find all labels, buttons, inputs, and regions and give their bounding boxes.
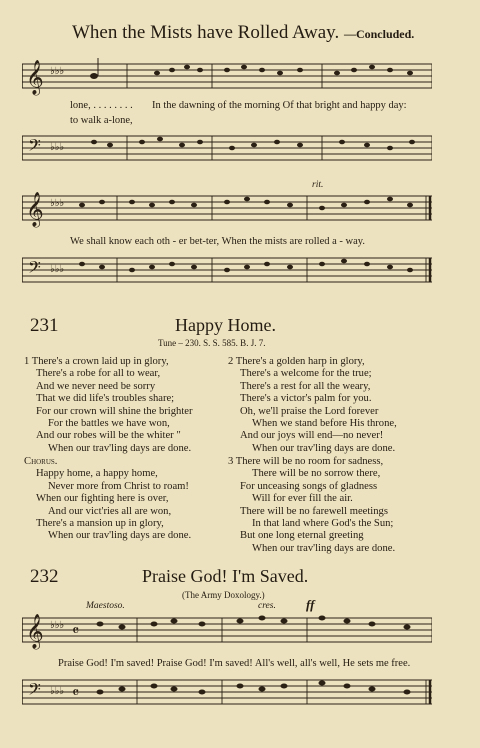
tune-reference: Tune – 230. S. S. 585. B. J. 7. xyxy=(158,338,266,348)
staff-svg xyxy=(22,252,432,292)
verse-line: In that land where God's the Sun; xyxy=(252,518,394,530)
hymn-title: Praise God! I'm Saved. xyxy=(142,566,309,586)
verse-line: When our trav'ling days are done. xyxy=(48,442,192,454)
verse-3 xyxy=(228,456,395,555)
verse-line: For our crown will shine the brighter xyxy=(36,405,193,417)
verse-line: There's a welcome for the true; xyxy=(240,368,372,380)
verse-line: And our vict'ries all are won, xyxy=(48,505,172,517)
song-title xyxy=(72,22,414,44)
chorus xyxy=(24,456,191,543)
lyric-line: In the dawning of the morning Of that bright and happy day: xyxy=(152,100,407,111)
music-staff-treble-1 xyxy=(22,58,432,98)
verse-line: There will be no sorrow there, xyxy=(252,468,381,480)
lyric-line xyxy=(70,100,133,111)
verse-line: 3 There will be no room for sadness, xyxy=(228,456,384,467)
verse-line: And we never need be sorry xyxy=(36,380,156,392)
verse-line: When our trav'ling days are done. xyxy=(252,442,396,454)
verse-line: When our fighting here is over, xyxy=(36,493,169,505)
svg-text:𝄞: 𝄞 xyxy=(26,192,44,227)
verse-line: When our trav'ling days are done. xyxy=(48,530,192,542)
verse-1 xyxy=(24,356,193,455)
lyric-line: Praise God! I'm saved! Praise God! I'm saved! All's well, all's well, He sets me free. xyxy=(58,658,411,669)
verse-line: But one long eternal greeting xyxy=(240,530,364,542)
verse-line: Oh, we'll praise the Lord forever xyxy=(240,405,379,417)
svg-text:♭♭♭: ♭♭♭ xyxy=(50,142,65,153)
verse-line: And our joys will end—no never! xyxy=(240,430,384,442)
chorus-label: Chorus. xyxy=(24,456,58,467)
hymn-subtitle: (The Army Doxology.) xyxy=(182,590,265,600)
svg-text:𝄢: 𝄢 xyxy=(28,679,41,703)
music-staff-treble-2 xyxy=(22,190,432,230)
svg-text:♭♭♭: ♭♭♭ xyxy=(50,264,65,275)
verse-line: When we stand before His throne, xyxy=(252,418,397,430)
dynamic-marking: cres. xyxy=(258,601,276,611)
verse-line: 2 There's a golden harp in glory, xyxy=(228,356,365,367)
music-staff-bass-3 xyxy=(22,674,432,714)
verse-line: Happy home, a happy home, xyxy=(36,468,158,480)
tempo-marking: Maestoso. xyxy=(86,601,125,611)
lyric-line: to walk a-lone, xyxy=(70,115,133,126)
svg-text:♭♭♭: ♭♭♭ xyxy=(50,686,65,697)
svg-text:♭♭♭: ♭♭♭ xyxy=(50,620,65,631)
svg-text:♭♭♭: ♭♭♭ xyxy=(50,66,65,77)
verse-line: There's a robe for all to wear, xyxy=(36,368,161,380)
verse-line: There will be no farewell meetings xyxy=(240,505,388,517)
tempo-marking: rit. xyxy=(312,180,324,190)
verse-line: Never more from Christ to roam! xyxy=(48,480,189,492)
hymn-number: 232 xyxy=(30,566,59,587)
verse-line: 1 There's a crown laid up in glory, xyxy=(24,356,169,367)
svg-text:𝄢: 𝄢 xyxy=(28,257,41,281)
verse-line: That we did life's troubles share; xyxy=(36,393,175,405)
music-staff-bass-1 xyxy=(22,130,432,170)
verse-line: There's a victor's palm for you. xyxy=(240,393,372,405)
verse-line: There's a rest for all the weary, xyxy=(240,380,371,392)
verse-line: And our robes will be the whiter ʺ xyxy=(36,430,181,442)
verse-2 xyxy=(228,356,397,455)
lyric-line: We shall know each oth - er bet-ter, When the mists are rolled a - way. xyxy=(70,236,365,247)
svg-text:𝄢: 𝄢 xyxy=(28,135,41,159)
music-staff-treble-3 xyxy=(22,612,432,652)
verse-line: Will for ever fill the air. xyxy=(252,493,353,505)
staff-svg xyxy=(22,58,432,98)
svg-text:𝄞: 𝄞 xyxy=(26,614,44,649)
verse-line: There's a mansion up in glory, xyxy=(36,518,164,530)
lyric-fragment: lone, . . . . . . . . xyxy=(70,100,133,111)
svg-text:𝄴: 𝄴 xyxy=(72,623,80,640)
staff-svg xyxy=(22,130,432,170)
verse-line: When our trav'ling days are done. xyxy=(252,542,396,554)
svg-text:𝄞: 𝄞 xyxy=(26,60,44,95)
verse-line: For the battles we have won, xyxy=(48,418,170,430)
svg-text:𝄴: 𝄴 xyxy=(72,685,80,702)
svg-text:♭♭♭: ♭♭♭ xyxy=(50,198,65,209)
staff-svg xyxy=(22,674,432,714)
dynamic-marking: ff xyxy=(306,597,315,612)
hymn-number: 231 xyxy=(30,315,59,336)
song-title-text: When the Mists have Rolled Away. xyxy=(72,22,340,43)
staff-svg xyxy=(22,190,432,230)
staff-svg xyxy=(22,612,432,652)
verse-line: For unceasing songs of gladness xyxy=(240,480,378,492)
song-title-concluded: —Concluded. xyxy=(343,27,415,41)
hymn-title: Happy Home. xyxy=(175,315,276,335)
music-staff-bass-2 xyxy=(22,252,432,292)
